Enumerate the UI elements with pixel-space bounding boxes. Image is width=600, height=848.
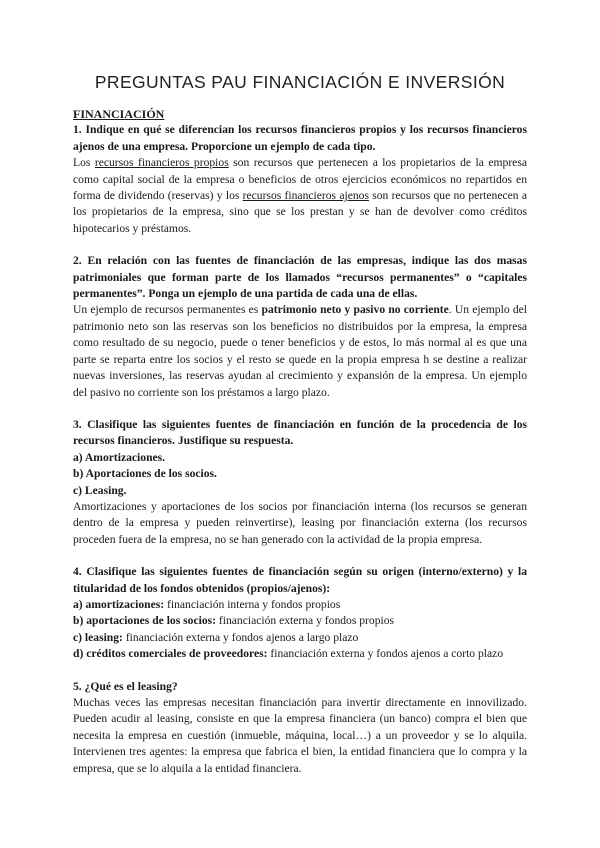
q4-item-c-label: c) leasing: bbox=[73, 630, 123, 644]
answer-1-mid: son recursos que pertenecen a los propietarios de la empresa como capital social de la empresa o beneficios de otros ejercicios económicos no repartidos en forma de dividendo (reservas) y los bbox=[73, 156, 527, 203]
q3-item-b: b) Aportaciones de los socios. bbox=[73, 467, 217, 481]
q4-item-b bbox=[73, 613, 527, 629]
answer-3: Amortizaciones y aportaciones de los socios por financiación interna (los recursos se generan dentro de la empresa y pueden reinvertirse), leasing por financiación externa (los recursos proceden fuera de la empresa, no se han generado con la actividad de la propia empresa. bbox=[73, 499, 527, 546]
answer-2-post: . Un ejemplo del patrimonio neto son las reservas son los beneficios no distribuidos por la empresa, la empresa como resultado de su negocio, puede o tener beneficios y de estos, lo más normal al es que una parte se reparta entre los socios y el resto se quede en la propia empresa h se destine a realizar nuevas inversiones, las reservas ayudan al crecimiento y expansión de la empresa. Un ejemplo del pasivo no corriente son los préstamos a largo plazo. bbox=[73, 303, 527, 399]
answer-1-post: son recursos que no pertenecen a los propietarios de la empresa, sino que se los prestan y se han de devolver como créditos hipotecarios y préstamos. bbox=[73, 189, 527, 235]
question-2: 2. En relación con las fuentes de financiación de las empresas, indique las dos masas patrimoniales que forman parte de los llamados “recursos permanentes” o “capitales permanentes”. Ponga un ejemplo de una partida de cada una de ellas. bbox=[73, 254, 527, 301]
answer-1-term-own: recursos financieros propios bbox=[94, 156, 229, 170]
answer-1-pre: Los bbox=[73, 156, 95, 170]
document-body bbox=[73, 106, 527, 777]
question-4: 4. Clasifique las siguientes fuentes de financiación según su origen (interno/externo) y la titularidad de los fondos obtenidos (propios/ajenos): bbox=[73, 565, 527, 595]
q4-item-d bbox=[73, 646, 527, 662]
answer-1-term-external: recursos financieros ajenos bbox=[242, 189, 369, 203]
section-heading: FINANCIACIÓN bbox=[73, 107, 165, 121]
q4-item-d-text: financiación externa y fondos ajenos a corto plazo bbox=[267, 647, 504, 661]
q4-item-c-text: financiación externa y fondos ajenos a largo plazo bbox=[122, 630, 359, 644]
answer-2-bold: patrimonio neto y pasivo no corriente bbox=[261, 303, 449, 317]
q4-item-a-text: financiación interna y fondos propios bbox=[164, 597, 341, 611]
question-3: 3. Clasifique las siguientes fuentes de financiación en función de la procedencia de los recursos financieros. Justifique su respuesta. bbox=[73, 417, 527, 448]
q3-item-a: a) Amortizaciones. bbox=[73, 450, 166, 464]
q4-item-d-label: d) créditos comerciales de proveedores: bbox=[73, 647, 268, 661]
q4-item-b-label: b) aportaciones de los socios: bbox=[73, 614, 216, 628]
q3-item-c: c) Leasing. bbox=[73, 483, 127, 497]
answer-2 bbox=[73, 302, 527, 400]
q4-item-a-label: a) amortizaciones: bbox=[73, 597, 165, 611]
question-5: 5. ¿Qué es el leasing? bbox=[73, 679, 178, 693]
page-title: PREGUNTAS PAU FINANCIACIÓN E INVERSIÓN bbox=[94, 72, 506, 92]
q4-item-c bbox=[73, 630, 527, 646]
answer-5: Muchas veces las empresas necesitan financiación para invertir directamente en innovilizado. Pueden acudir al leasing, consiste en que la empresa financiera (un banco) compra el bien que necesita la empresa en cuestión (inmueble, máquina, local…) a un proveedor y se lo alquila. Intervienen tres agentes: la empresa que fabrica el bien, la entidad financiera que lo compra y la empresa, que se lo alquila a la entidad financiera. bbox=[73, 696, 527, 775]
q4-item-b-text: financiación externa y fondos propios bbox=[216, 614, 395, 628]
answer-1 bbox=[73, 155, 527, 237]
answer-2-pre: Un ejemplo de recursos permanentes es bbox=[73, 303, 262, 317]
q4-item-a bbox=[73, 597, 527, 613]
question-1: 1. Indique en qué se diferencian los recursos financieros propios y los recursos financieros ajenos de una empresa. Proporcione un ejemplo de cada tipo. bbox=[73, 123, 527, 153]
